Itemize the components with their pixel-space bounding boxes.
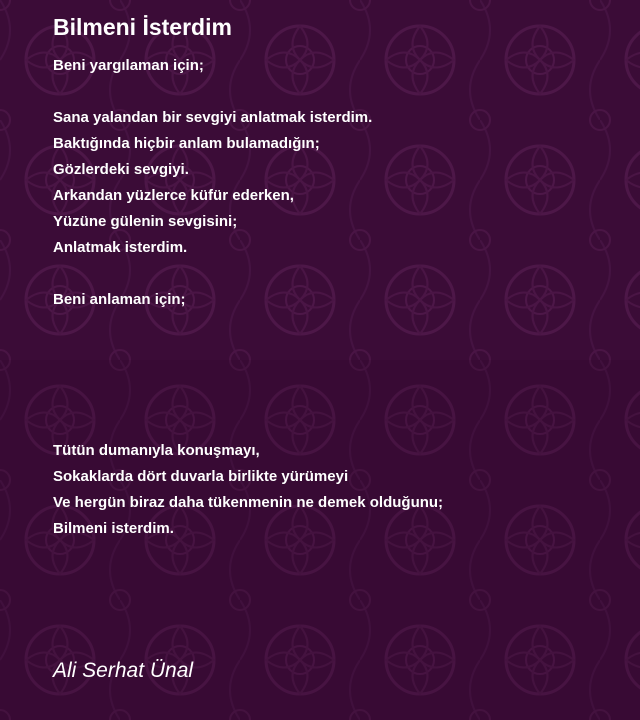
poem-line: Ve hergün biraz daha tükenmenin ne demek olduğunu; bbox=[53, 494, 444, 511]
poem-line: Baktığında hiçbir anlam bulamadığın; bbox=[53, 135, 320, 152]
poem-line: Sana yalandan bir sevgiyi anlatmak isterdim. bbox=[53, 109, 373, 126]
poem-line: Tütün dumanıyla konuşmayı, bbox=[53, 442, 260, 459]
poem-line: Anlatmak isterdim. bbox=[53, 239, 188, 256]
poem-stanza-1 bbox=[53, 53, 372, 313]
poem-line: Bilmeni isterdim. bbox=[53, 520, 174, 537]
poem-line: Beni yargılaman için; bbox=[53, 57, 204, 74]
poem-line: Beni anlaman için; bbox=[53, 291, 186, 308]
poem-line: Sokaklarda dört duvarla birlikte yürümeyi bbox=[53, 468, 349, 485]
poem-line: Arkandan yüzlerce küfür ederken, bbox=[53, 187, 294, 204]
poem-line: Gözlerdeki sevgiyi. bbox=[53, 161, 189, 178]
poem-line: Yüzüne gülenin sevgisini; bbox=[53, 213, 238, 230]
poem-author: Ali Serhat Ünal bbox=[53, 659, 194, 682]
poem-stanza-2 bbox=[53, 438, 443, 542]
poem-line bbox=[53, 261, 372, 287]
poem-title: Bilmeni İsterdim bbox=[53, 14, 232, 40]
poem-line bbox=[53, 79, 372, 105]
